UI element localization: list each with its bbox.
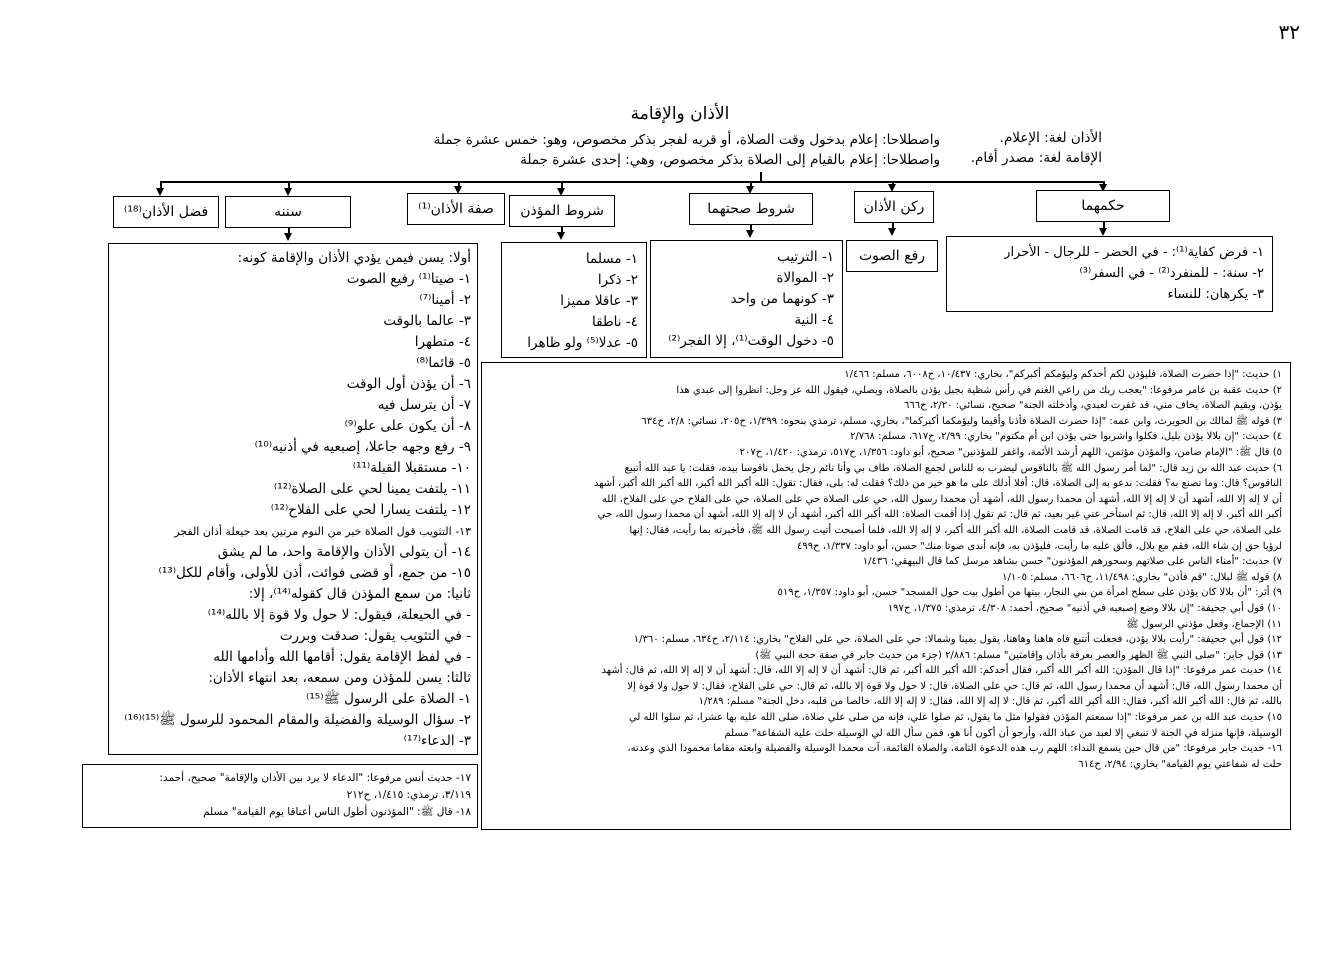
sunan-item: ٨- أن يكون على علو⁽⁹⁾ xyxy=(344,418,471,434)
reference-line: الوسيلة، فإنها منزلة في الجنة لا تنبغي إلا لعبد من عباد الله، وأرجو أن أكون أنا هو، فمن سأل الله لي الوسيلة حلت عليه الشفاعة" مسلم xyxy=(724,727,1282,739)
fadl-reference-line: ٣/١١٩، ترمذي: ١/٤١٥، ح٢١٢ xyxy=(346,789,471,801)
reference-line: ٧) حديث: "أمناء الناس على صلاتهم وسحورهم المؤذنون" حسن بشاهد مرسل كما قال البيهقي: ١/٤٣٦ xyxy=(862,556,1282,568)
sunan-item: ٣- عالما بالوقت xyxy=(383,313,471,329)
reference-line: ١٤) حديث عمر مرفوعا: "إذا قال المؤذن: الله أكبر الله أكبر، فقال أحدكم: الله أكبر الله أكبر، ثم قال: أشهد أن لا إله إلا الله، قال: أشهد أن لا إله إلا الله، ثم قال: أشهد xyxy=(601,665,1282,677)
branch-rukn: ركن الأذان xyxy=(854,191,934,223)
references-box xyxy=(481,362,1291,830)
hukm-item: ٣- يكرهان: للنساء xyxy=(1167,287,1264,302)
sunan-item: - في التثويب يقول: صدقت وبررت xyxy=(279,628,471,644)
arrow-sihha-down xyxy=(746,230,754,238)
rukn-box: رفع الصوت xyxy=(846,240,938,272)
reference-line: ١٠) قول أبي جحيفة: "إن بلالا وضع إصبعيه في أذنيه" صحيح، أحمد: ٤/٣٠٨، ترمذي: ١/٣٧٥، ح١٩٧ xyxy=(887,602,1282,614)
sunan-item: - في لفظ الإقامة يقول: أقامها الله وأدامها الله xyxy=(213,649,471,665)
arrow-sunan xyxy=(284,188,292,196)
connector-main-horizontal xyxy=(160,181,1105,183)
sunan-item: ١- صيتا⁽¹⁾ رفيع الصوت xyxy=(346,271,471,287)
sunan-item: ٣- الدعاء⁽¹⁷⁾ xyxy=(403,733,471,749)
sunan-item: ٩- رفع وجهه جاعلا، إصبعيه في أذنيه⁽¹⁰⁾ xyxy=(254,439,471,455)
reference-line xyxy=(488,788,1282,804)
reference-line: ٣) قوله ﷺ لمالك بن الحويرث، وابن عمه: "إذا حضرت الصلاة فأذنا وأقيما وليؤمكما أكبركما"، بخاري، مسلم، ترمذي بنحوه: ١/٣٩٩، ح٢٠٥، نسائي: ٢/٨، ح٦٣٤ xyxy=(641,415,1282,427)
sihha-box xyxy=(650,240,843,358)
hukm-item: ١- فرض كفاية⁽¹⁾: - في الحضر - للرجال - الأحرار xyxy=(1004,245,1264,260)
muadhin-item: ١- مسلما xyxy=(585,251,638,267)
reference-line: ١١) الإجماع، وفعل مؤذني الرسول ﷺ xyxy=(1126,618,1282,630)
arrow-muadhin-down xyxy=(557,232,565,240)
sunan-item: ١٣- التثويب قول الصلاة خير من النوم مرتين بعد حيعلة أذان الفجر xyxy=(174,525,471,538)
muadhin-item: ٤- ناطقا xyxy=(592,314,638,330)
sunan-item: ٢- أمينا⁽⁷⁾ xyxy=(419,292,471,308)
branch-sihha: شروط صحتهما xyxy=(689,193,813,225)
reference-line: ٩) أثر: "أن بلالا كان يؤذن على سطح امرأة من بني النجار، بيتها من أطول بيت حول المسجد" حسن، أبو داود: ١/٣٥٧، ح٥١٩ xyxy=(777,587,1282,599)
sunan-item: ٢- سؤال الوسيلة والفضيلة والمقام المحمود للرسول ﷺ⁽¹⁵⁾⁽¹⁶⁾ xyxy=(124,712,471,728)
sunan-item: ١٥- من جمع، أو قضى فوائت، أذن للأولى، وأقام للكل⁽¹³⁾ xyxy=(158,565,471,581)
fadl-reference-line: ١٨- قال ﷺ: "المؤذنون أطول الناس أعناقا يوم القيامة" مسلم xyxy=(203,806,471,818)
adhan-linguistic-definition: الأذان لغة: الإعلام. xyxy=(999,130,1102,146)
sunan-item: ١١- يلتفت يمينا لحي على الصلاة⁽¹²⁾ xyxy=(273,481,471,497)
reference-line: على الصلاة، حي على الفلاح، قد قامت الصلاة، قد قامت الصلاة، الله أكبر الله أكبر، لا إله إلا الله، فلما أصبحت أتيت رسول الله ﷺ، فأخبرته بما رأيت، فقال: إنها xyxy=(629,524,1282,536)
reference-line: لرؤيا حق إن شاء الله، فقم مع بلال، فألق عليه ما رأيت، فليؤذن به، فإنه أندى صوتا منك" حسن، أبو داود: ١/٣٣٧، ح٤٩٩ xyxy=(797,540,1282,552)
connector-stem xyxy=(760,172,762,182)
sunan-item: ثالثا: يسن للمؤذن ومن سمعه، بعد انتهاء الأذان: xyxy=(208,670,471,686)
hukm-item: ٢- سنة: - للمنفرد⁽²⁾ - في السفر⁽³⁾ xyxy=(1079,266,1264,281)
reference-line: ٤) حديث: "إن بلالا يؤذن بليل، فكلوا واشربوا حتى يؤذن ابن أم مكتوم" بخاري: ٢/٩٩، ح٦١٧، مسلم: ٢/٧٦٨ xyxy=(850,431,1282,443)
fadl-references-box xyxy=(82,764,478,828)
sunan-item: ١٠- مستقبلا القبلة⁽¹¹⁾ xyxy=(352,460,471,476)
reference-line: ١٣) قول جابر: "صلى النبي ﷺ الظهر والعصر بعرفة بأذان وإقامتين" مسلم: ٢/٨٨٦ (جزء من حديث جابر في صفة حجة النبي ﷺ) xyxy=(755,649,1282,661)
sihha-item: ٢- الموالاة xyxy=(776,270,834,286)
fadl-reference-line: ١٧- حديث أنس مرفوعا: "الدعاء لا يرد بين الأذان والإقامة" صحيح، أحمد: xyxy=(159,772,471,784)
muadhin-item: ٣- عاقلا مميزا xyxy=(560,293,638,309)
sunan-item: أولا: يسن فيمن يؤدي الأذان والإقامة كونه: xyxy=(237,250,471,266)
muadhin-item: ٢- ذكرا xyxy=(597,272,638,288)
sunan-item: ثانيا: من سمع المؤذن قال كقوله⁽¹⁴⁾، إلا: xyxy=(248,586,471,602)
sunan-item: ٥- قائما⁽⁸⁾ xyxy=(416,355,471,371)
reference-line: ١٢) قول أبي جحيفة: "رأيت بلالا يؤذن، فجعلت أتتبع فاه هاهنا وهاهنا، يقول يمينا وشمالا: حي على الصلاة، حي على الفلاح" بخاري: ٢/١١٤، ح٦٣٤، مسلم: ١/٣٦٠ xyxy=(633,634,1282,646)
branch-muadhin: شروط المؤذن xyxy=(509,195,615,227)
branch-fadl: فضل الأذان⁽¹⁸⁾ xyxy=(113,196,219,228)
sihha-item: ٤- النية xyxy=(794,312,834,328)
adhan-technical-definition: واصطلاحا: إعلام بدخول وقت الصلاة، أو قربه لفجر بذكر مخصوص، وهو: خمس عشرة جملة xyxy=(433,132,940,148)
sunan-item: ٤- متطهرا xyxy=(414,334,471,350)
iqama-technical-definition: واصطلاحا: إعلام بالقيام إلى الصلاة بذكر مخصوص، وهي: إحدى عشرة جملة xyxy=(520,152,940,168)
muadhin-item: ٥- عدلا⁽⁵⁾ ولو ظاهرا xyxy=(527,335,638,351)
reference-line: ١٦- حديث جابر مرفوعا: "من قال حين يسمع النداء: اللهم رب هذه الدعوة التامة، والصلاة القائمة، آت محمدا الوسيلة والفضيلة وابعثه مقاما محمودا الذي وعدته، xyxy=(627,743,1282,755)
reference-line: ٦) حديث عبد الله بن زيد قال: "لما أمر رسول الله ﷺ بالناقوس ليضرب به للناس لجمع الصلاة، طاف بي وأنا نائم رجل يحمل ناقوسا بيده، فقلت: يا عبد الله أتبيع xyxy=(624,462,1282,474)
reference-line: ١) حديث: "إذا حضرت الصلاة، فليؤذن لكم أحدكم وليؤمكم أكبركم"، بخاري: ١٠/٤٣٧، ح٦٠٠٨، مسلم: ١/٤٦٦ xyxy=(844,369,1282,380)
page-title: الأذان والإقامة xyxy=(630,104,730,124)
branch-sunan: سننه xyxy=(225,196,351,228)
reference-line: ٥) قال ﷺ: "الإمام ضامن، والمؤذن مؤتمن، اللهم أرشد الأئمة، واغفر للمؤذنين" صحيح، أبو داود: ١/٣٥٦، ح٥١٧، ترمذي: ١/٤٢٠، ح٢٠٧ xyxy=(739,446,1282,458)
branch-sifa: صفة الأذان⁽¹⁾ xyxy=(407,193,505,225)
iqama-linguistic-definition: الإقامة لغة: مصدر أقام. xyxy=(970,150,1102,166)
sunan-item: ١٢- يلتفت يسارا لحي على الفلاح⁽¹²⁾ xyxy=(270,502,471,518)
sihha-item: ١- الترتيب xyxy=(777,249,834,265)
reference-line: أكبر الله أكبر، لا إله إلا الله، قال: ثم استأخر عني غير بعيد، ثم قال: ثم تقول إذا أقمت الصلاة: الله أكبر الله أكبر، أشهد أن لا إله إلا الله، أشهد أن محمدا رسول الله، حي xyxy=(597,509,1282,521)
reference-line: ١٥) حديث عبد الله بن عمر مرفوعا: "إذا سمعتم المؤذن فقولوا مثل ما يقول، ثم صلوا علي، فإنه من صلى علي صلاة، صلى الله عليه بها عشرا، ثم سلوا الله لي xyxy=(628,712,1282,724)
reference-line: يؤذن، ويقيم الصلاة، يخاف مني، قد غفرت لعبدي، وأدخلته الجنة" صحيح، نسائي: ٢/٢٠، ح٦٦٦ xyxy=(904,400,1282,412)
sunan-item: ١٤- أن يتولى الأذان والإقامة واحد، ما لم يشق xyxy=(217,544,471,560)
sunan-item: ٧- أن يترسل فيه xyxy=(377,397,471,413)
page-number: ٣٢ xyxy=(1278,20,1300,44)
hukm-box xyxy=(946,236,1273,312)
reference-line: بالله، ثم قال: الله أكبر الله أكبر، فقال: الله أكبر الله أكبر، ثم قال: لا إله إلا الله، فقال: لا إله إلا الله، خالصا من قلبه، دخل الجنة" مسلم: ١/٢٨٩ xyxy=(698,696,1282,708)
arrow-sunan-down xyxy=(284,233,292,241)
sihha-item: ٥- دخول الوقت⁽¹⁾، إلا الفجر⁽²⁾ xyxy=(668,333,834,349)
reference-line: أن لا إله إلا الله، أشهد أن لا إله إلا الله، أشهد أن محمدا رسول الله، أشهد أن محمدا رسول الله، حي على الصلاة حي على الصلاة، حي على الفلاح حي على الفلاح، الله xyxy=(601,493,1282,505)
muadhin-box xyxy=(501,242,647,358)
branch-hukm: حكمهما xyxy=(1036,190,1170,222)
sunan-item: ٦- أن يؤذن أول الوقت xyxy=(346,376,471,392)
reference-line: حلت له شفاعتي يوم القيامة" بخاري: ٢/٩٤، ح٦١٤ xyxy=(1078,758,1282,770)
reference-line: ٢) حديث عقبة بن عامر مرفوعا: "يعجب ربك من راعي الغنم في رأس شظية بجبل يؤذن بالصلاة، ويصلي، فيقول الله عز وجل: انظروا إلى عبدي هذا xyxy=(676,384,1282,396)
reference-line: الناقوس؟ قال: وما تصنع به؟ فقلت: ندعو به إلى الصلاة، قال: أفلا أدلك على ما هو خير من ذلك؟ فقلت له: بلى، فقال: تقول: الله أكبر الله أكبر، الله أكبر الله أكبر، أشهد xyxy=(593,478,1282,490)
sihha-item: ٣- كونهما من واحد xyxy=(730,291,834,307)
reference-line xyxy=(488,772,1282,788)
sunan-item: ١- الصلاة على الرسول ﷺ⁽¹⁵⁾ xyxy=(306,691,471,707)
arrow-rukn-down xyxy=(888,228,896,236)
reference-line: ٨) قوله ﷺ لبلال: "قم فأذن" بخاري: ١١/٤٩٨، ح٦٦٠٦، مسلم: ١/١٠٥ xyxy=(1002,571,1282,583)
arrow-fadl xyxy=(156,188,164,196)
sunan-item: - في الحيعلة، فيقول: لا حول ولا قوة إلا بالله⁽¹⁴⁾ xyxy=(207,607,471,623)
arrow-hukm-down xyxy=(1099,228,1107,236)
reference-line: أن محمدا رسول الله، قال: أشهد أن محمدا رسول الله، ثم قال: حي على الصلاة، قال: لا حول ولا قوة إلا بالله، ثم قال: حي على الفلاح، فقال: لا حول ولا قوة إلا xyxy=(627,680,1282,692)
sunan-box xyxy=(108,243,478,755)
